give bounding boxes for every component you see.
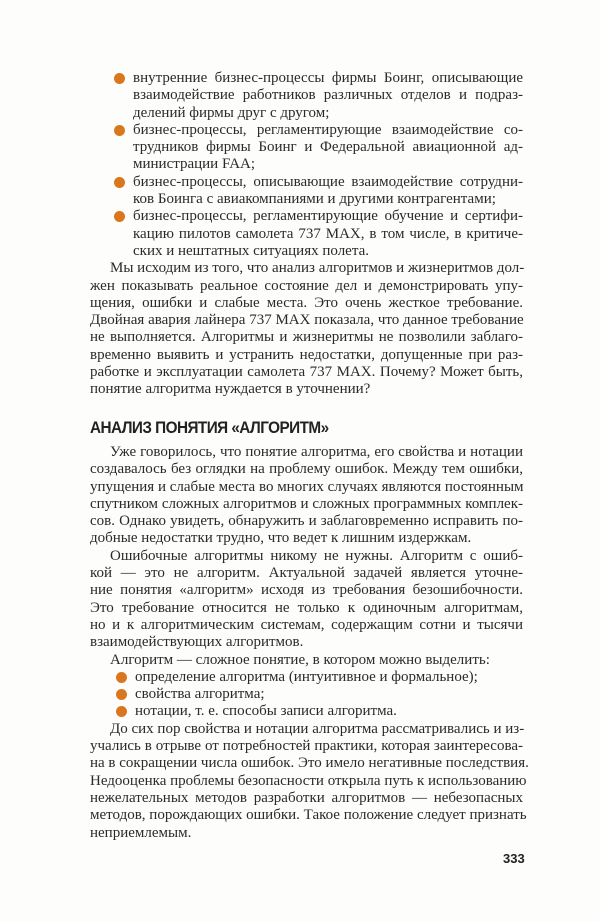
text-line: До сих пор свойства и нотации алгоритма рассматривались и из- [110, 720, 525, 737]
text-line: спутником сложных алгоритмов и сложных программных комплек- [90, 495, 523, 512]
text-line: сов. Однако увидеть, обнаружить и заблаговременно исправить по- [90, 513, 523, 530]
text-line: взаимодействие работников различных отделов и подраз- [133, 87, 523, 104]
text-line: упущения и слабые места во многих случаях являются постоянным [90, 478, 524, 495]
paragraph [90, 444, 523, 548]
text-line: неприемлемым. [90, 824, 192, 841]
text-line: Недооценка проблемы безопасности открыла путь к использованию [90, 772, 527, 789]
bullet-icon [116, 672, 127, 683]
text-line: нежелательных методов разработки алгоритмов — небезопасных [90, 789, 523, 806]
list-item [90, 208, 523, 260]
bullet-icon [114, 73, 125, 84]
page-number: 333 [503, 851, 525, 866]
text-line: нотации, т. е. способы записи алгоритма. [135, 703, 397, 720]
bullet-icon [116, 689, 127, 700]
text-line: учались в отрыве от потребностей практики, которая заинтересова- [90, 738, 523, 755]
text-line: свойства алгоритма; [135, 686, 265, 703]
text-line: создавалось без оглядки на проблему ошибок. Между тем ошибки, [90, 461, 523, 478]
text-line: бизнес-процессы, описывающие взаимодействие сотрудни- [133, 173, 523, 190]
bullet-icon [114, 177, 125, 188]
text-line: работке и эксплуатации самолета 737 MAX. Почему? Может быть, [90, 364, 523, 381]
text-line: Ошибочные алгоритмы никому не нужны. Алгоритм с ошиб- [110, 547, 523, 564]
text-line: ние понятия «алгоритм» исходя из требования безошибочности. [90, 582, 523, 599]
text-line: министрации FAA; [133, 156, 256, 173]
section-heading: АНАЛИЗ ПОНЯТИЯ «АЛГОРИТМ» [90, 418, 329, 437]
text-line: кой — это не алгоритм. Актуальной задачей является уточне- [90, 565, 523, 582]
text-line: бизнес-процессы, регламентирующие взаимодействие со- [133, 121, 523, 138]
bullet-icon [116, 706, 127, 717]
text-line: внутренние бизнес-процессы фирмы Боинг, описывающие [133, 70, 523, 86]
paragraph [90, 548, 523, 652]
text-flow-bottom [90, 444, 529, 842]
text-line: временно выявить и устранить недостатки, допущенные при раз- [90, 346, 523, 363]
text-line: не выполняется. Алгоритмы и жизнеритмы не позволили заблаго- [90, 329, 523, 346]
text-line: понятие алгоритма нуждается в уточнении? [90, 381, 371, 398]
text-line: Мы исходим из того, что анализ алгоритмов и жизнеритмов дол- [110, 260, 525, 277]
list-item [90, 122, 523, 174]
text-line: методов, порождающих ошибки. Такое положение следует признать [90, 807, 527, 824]
text-line: на в сокращении числа ошибок. Это имело негативные последствия. [90, 755, 529, 772]
text-line: Алгоритм — сложное понятие, в котором можно выделить: [110, 651, 490, 668]
text-line: ков Боинга с авиакомпаниями и другими контрагентами; [133, 191, 496, 208]
text-line: но и к алгоритмическим системам, содержащим сотни и тысячи [90, 616, 523, 633]
text-line: взаимодействующих алгоритмов. [90, 634, 304, 651]
text-line: трудников фирмы Боинг и Федеральной авиационной ад- [133, 139, 523, 156]
text-line: Это требование относится не только к одиночным алгоритмам, [90, 599, 523, 616]
list-item [90, 70, 523, 122]
list-item [90, 669, 523, 686]
text-flow-top [90, 70, 523, 399]
paragraph [90, 260, 523, 398]
bullet-icon [114, 125, 125, 136]
text-line: добные недостатки трудно, что ведет к лишним издержкам. [90, 530, 472, 547]
text-line: кацию пилотов самолета 737 MAX, в том числе, в критиче- [133, 225, 523, 242]
list-item [90, 686, 523, 703]
text-line: делений фирмы друг с другом; [133, 104, 330, 121]
paragraph [90, 652, 523, 669]
text-line: щения, ошибки и слабые места. Это очень жесткое требование. [90, 294, 523, 311]
text-line: Двойная авария лайнера 737 MAX показала, что данное требование [90, 312, 524, 329]
text-line: Уже говорилось, что понятие алгоритма, его свойства и нотации [110, 444, 523, 460]
list-item [90, 703, 523, 720]
text-line: бизнес-процессы, регламентирующие обучение и сертифи- [133, 208, 523, 225]
list-item [90, 174, 523, 209]
paragraph [90, 720, 529, 842]
text-line: жен показывать реальное состояние дел и демонстрировать упу- [90, 277, 523, 294]
text-line: определение алгоритма (интуитивное и формальное); [135, 668, 478, 685]
bullet-icon [114, 211, 125, 222]
text-line: ских и нештатных ситуациях полета. [133, 242, 369, 259]
